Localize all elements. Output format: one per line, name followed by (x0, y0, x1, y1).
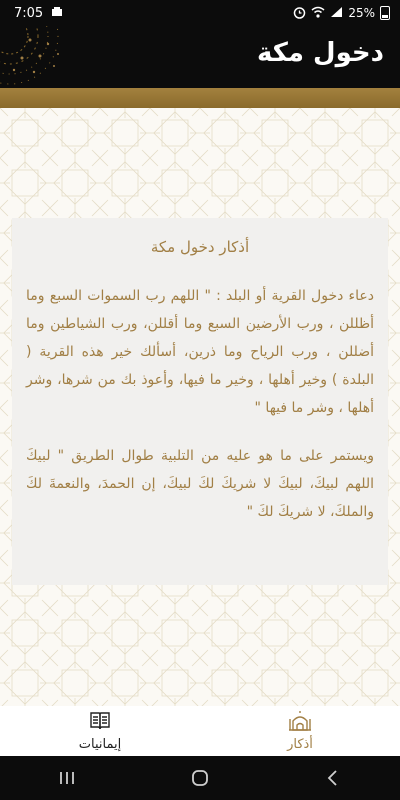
bottom-nav (0, 706, 400, 756)
battery-icon (380, 6, 390, 20)
home-icon (191, 769, 209, 787)
nav-label-adhkar: أذكار (287, 736, 313, 752)
alarm-icon (293, 6, 306, 21)
recent-apps-button[interactable] (37, 758, 97, 798)
wifi-icon (311, 6, 325, 20)
status-time: 7:05 (14, 5, 44, 21)
status-right (293, 6, 390, 21)
dua-paragraph: دعاء دخول القرية أو البلد : " اللهم رب السموات السبع وما أظللن ، ورب الأرضين السبع وما أقللن، ورب الشياطين وما أضللن ، ورب الرياح وما ذرين، أسألك خير هذه القرية ( البلدة ) وخير أهلها ، وخير ما فيها، وأعوذ بك من شرها، وشر أهلها ، وشر ما فيها " (26, 288, 374, 416)
ornament-icon (0, 26, 70, 88)
signal-icon (330, 6, 343, 20)
battery-percent: 25% (348, 6, 375, 20)
status-left (14, 6, 63, 21)
back-button[interactable] (303, 758, 363, 798)
header-band (0, 88, 400, 108)
notification-icon (51, 7, 63, 19)
nav-item-imaniyat[interactable] (0, 706, 200, 756)
nav-label-imaniyat: إيمانيات (78, 736, 122, 752)
talbiyah-paragraph: ويستمر على ما هو عليه من التلبية طوال الطريق " لبيكَ اللهم لبيكَ، لبيكَ لا شريكَ لكَ لبيكَ، إن الحمدَ، والنعمةَ لكَ والملكَ، لا شريكَ لكَ " (26, 448, 374, 520)
home-button[interactable] (170, 758, 230, 798)
nav-item-adhkar[interactable] (200, 706, 400, 756)
status-bar (0, 0, 400, 26)
mosque-icon (289, 711, 311, 735)
card-title: أذكار دخول مكة (150, 238, 250, 256)
recent-apps-icon (58, 770, 76, 786)
system-nav-bar (0, 756, 400, 800)
back-icon (326, 769, 340, 787)
book-icon (89, 711, 111, 735)
app-bar (0, 26, 400, 88)
dhikr-card (12, 218, 388, 585)
page-title: دخول مكة (257, 38, 384, 68)
